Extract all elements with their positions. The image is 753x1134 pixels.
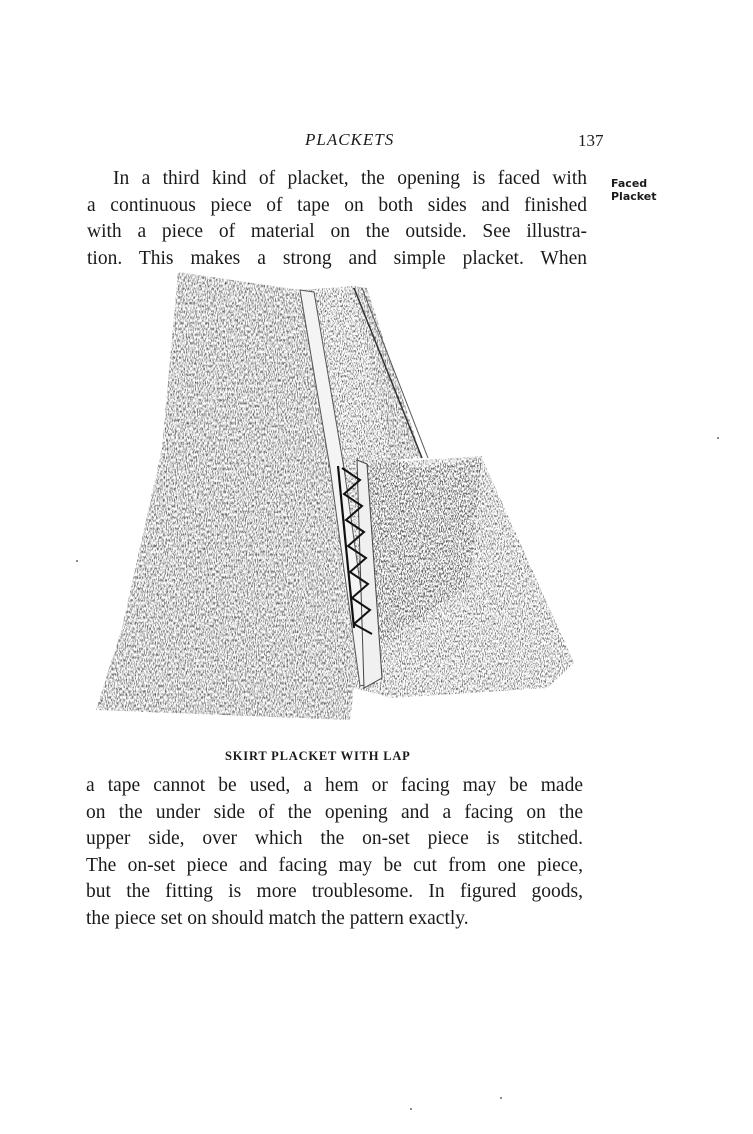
paragraph-continuation	[86, 773, 583, 932]
figure-caption: SKIRT PLACKET WITH LAP	[225, 749, 411, 763]
text-line: but the fitting is more troublesome. In figured goods,	[86, 881, 583, 902]
text-line: the piece set on should match the pattern exactly.	[86, 907, 469, 929]
scan-speck	[717, 437, 719, 439]
paragraph-intro	[87, 166, 587, 272]
text-line: a tape cannot be used, a hem or facing may be made	[86, 775, 583, 796]
scan-speck	[500, 1097, 502, 1099]
page-header-title: PLACKETS	[305, 130, 395, 149]
text-line: tion. This makes a strong and simple placket. When	[87, 247, 587, 269]
text-line: upper side, over which the on-set piece is stitched.	[86, 828, 583, 849]
text-line: on the under side of the opening and a facing on the	[86, 801, 583, 823]
skirt-placket-illustration	[92, 268, 582, 723]
margin-note	[611, 177, 691, 203]
margin-note-line: Placket	[611, 190, 657, 203]
margin-note-line: Faced	[611, 177, 648, 190]
page-number: 137	[578, 131, 604, 150]
text-line: with a piece of material on the outside. See illustra-	[87, 221, 587, 242]
scan-speck	[76, 560, 78, 562]
text-line: In a third kind of placket, the opening is faced with	[113, 168, 587, 189]
scan-speck	[410, 1108, 412, 1110]
text-line: a continuous piece of tape on both sides and finished	[87, 194, 587, 216]
text-line: The on-set piece and facing may be cut from one piece,	[86, 854, 583, 876]
